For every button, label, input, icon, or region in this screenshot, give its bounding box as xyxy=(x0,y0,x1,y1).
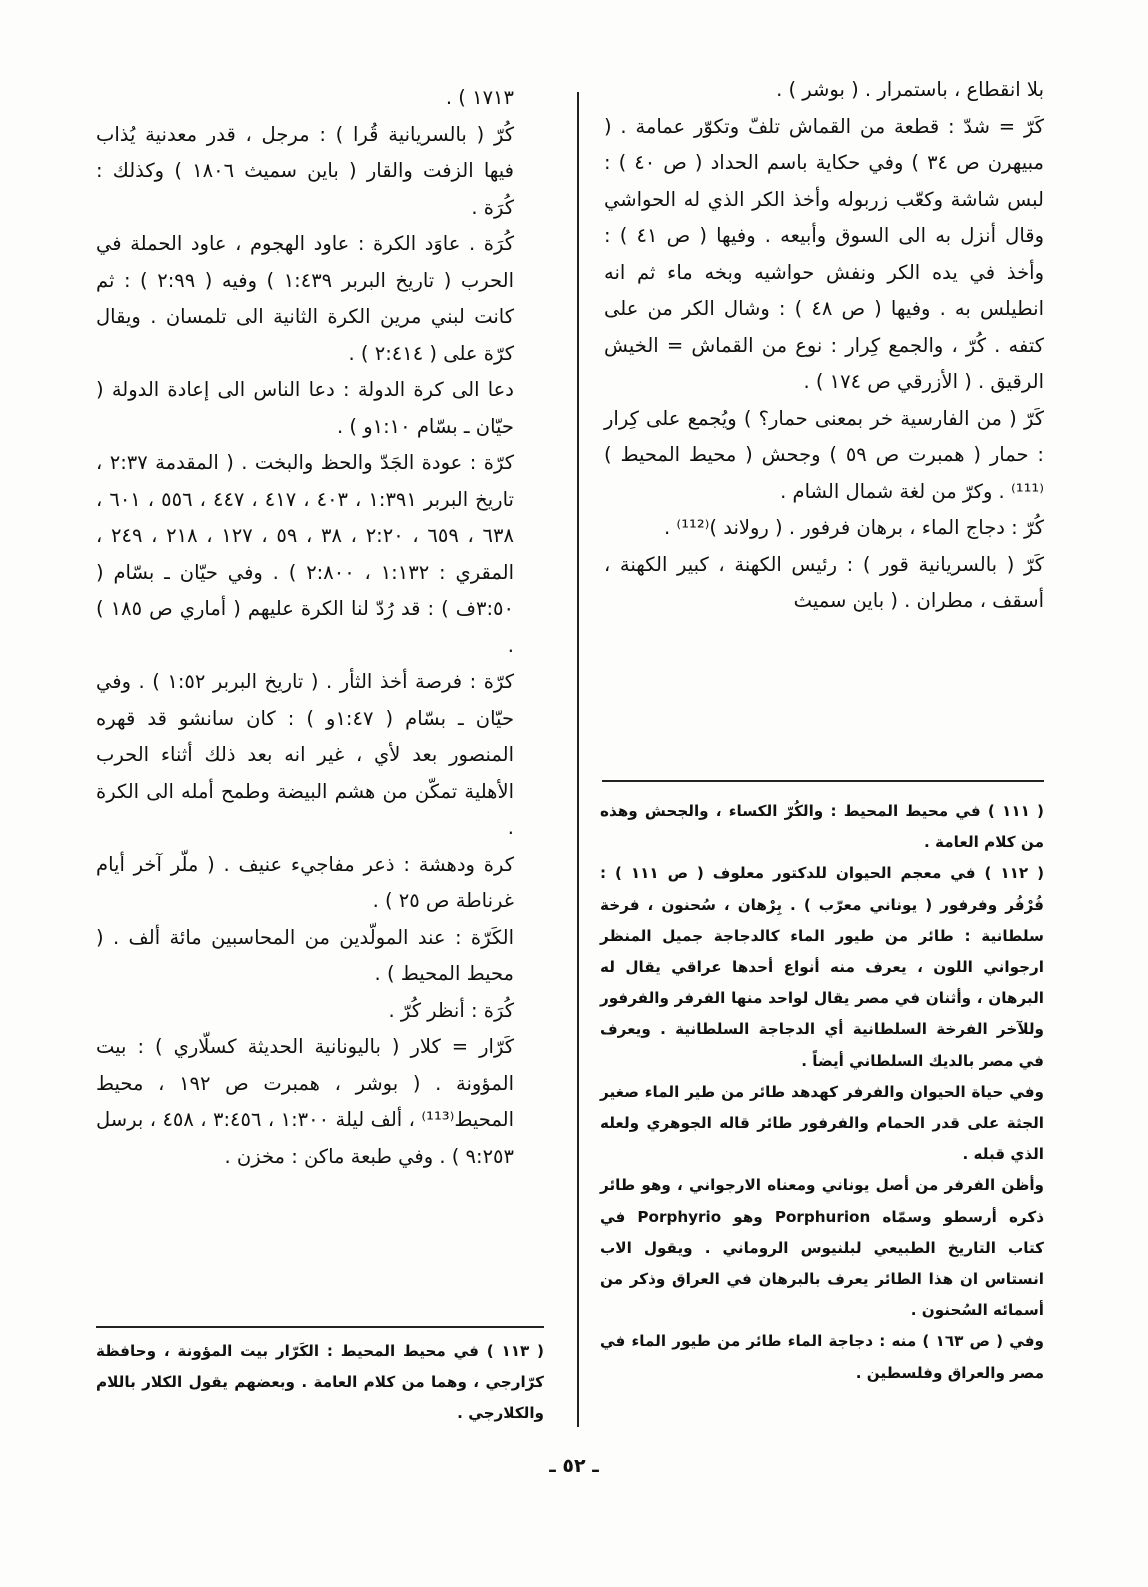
footnotes-left xyxy=(96,1336,544,1430)
entry-al-karra-hundred-thousand: الكَرّة : عند المولّدين من المحاسبين مائة ألف . ( محيط المحيط ) . xyxy=(96,925,514,985)
column-divider xyxy=(577,92,579,1427)
right-column xyxy=(604,72,1044,620)
entry-karrar-pantry: كَرّار = كلار ( باليونانية الحديثة كسلّاري ) : بيت المؤونة . ( بوشر ، همبرت ص ١٩٢ ، محيط المحيط⁽¹¹³⁾ ، ألف ليلة ١:٣٠٠ ، ٣:٤٥٦ ، ٤٥٨ ، برسل ٩:٢٥٣ ) . وفي طبعة ماكن : مخزن . xyxy=(96,1035,514,1168)
entry-kurr-cauldron: كُرّ ( بالسريانية قُرا ) : مرجل ، قدر معدنية يُذاب فيها الزفت والقار ( باين سميث ١٨٠٦ ) وكذلك : كُرَة . xyxy=(96,122,514,219)
page-number: ـ ٥٢ ـ xyxy=(549,1455,599,1477)
footnotes-right xyxy=(600,796,1044,1389)
footnote-112-page-163: وفي ( ص ١٦٣ ) منه : دجاجة الماء طائر من طيور الماء في مصر والعراق وفلسطين . xyxy=(600,1332,1044,1382)
entry-continuation: ١٧١٣ ) . xyxy=(445,86,514,109)
left-column xyxy=(96,80,514,1175)
entry-karr-turban-cloth: كَرّ = شدّ : قطعة من القماش تلفّ وتكوّر عمامة . ( مبيهرن ص ٣٤ ) وفي حكاية باسم الحداد ( ص ٤٠ ) : لبس شاشة وكعّب زربوله وأخذ الكر الذي له الحواشي وقال أنزل به الى السوق وأبيعه . وفيها ( ص ٤١ ) : وأخذ في يده الكر ونفش حواشيه وبخه ماء ثم انه انطيلس به . وفيها ( ص ٤٨ ) : وشال الكر من على كتفه . كُرّ ، والجمع كِرار : نوع من القماش = الخيش الرقيق . ( الأزرقي ص ١٧٤ ) . xyxy=(604,114,1045,393)
entry-kura-see-kurr: كُرَة : أنظر كُرّ . xyxy=(388,998,514,1022)
entry-karra-fortune: كرّة : عودة الجَدّ والحظ والبخت . ( المقدمة ٢:٣٧ ، تاريخ البربر ١:٣٩١ ، ٤٠٣ ، ٤١٧ ، ٤٤٧ ، ٥٥٦ ، ٦٠١ ، ٦٣٨ ، ٦٥٩ ، ٢:٢٠ ، ٣٨ ، ٥٩ ، ١٢٧ ، ٢١٨ ، ٢٤٩ ، المقري : ١:١٣٢ ، ٢:٨٠٠ ) . وفي حيّان ـ بسّام ( ٣:٥٠ف ) : قد رُدّ لنا الكرة عليهم ( أماري ص ١٨٥ ) . xyxy=(96,451,514,657)
entry-kurr-water-hen: كُرّ : دجاج الماء ، برهان فرفور . ( رولاند )⁽¹¹²⁾ . xyxy=(664,516,1044,539)
footnote-112-porphyrio: وأظن الفرفر من أصل يوناني ومعناه الارجواني ، وهو طائر ذكره أرسطو وسمّاه Porphurion وهو Porphyrio في كتاب التاريخ الطبيعي لبلنيوس الروماني . ويقول الاب انستاس ان هذا الطائر يعرف بالبرهان في العراق وذكر من أسمائه السُحنون . xyxy=(600,1176,1044,1320)
footnote-113: ( ١١٣ ) في محيط المحيط : الكَرّار بيت المؤونة ، وحافظة كرّارجي ، وهما من كلام العامة . وبعضهم يقول الكلار باللام والكلارجي . xyxy=(96,1342,544,1423)
entry-karr-high-priest: كَرّ ( بالسريانية قور ) : رئيس الكهنة ، كبير الكهنة ، أسقف ، مطران . ( باين سميث xyxy=(604,552,1044,612)
footnote-111: ( ١١١ ) في محيط المحيط : والكُرّ الكساء ، والجحش وهذه من كلام العامة . xyxy=(600,802,1044,852)
footnote-112: ( ١١٢ ) في معجم الحيوان للدكتور معلوف ( ص ١١١ ) : فُرْفُر وفرفور ( يوناني معرّب ) . بِرْهان ، سُحنون ، فرخة سلطانية : طائر من طيور الماء كالدجاجة جميل المنظر ارجواني اللون ، يعرف منه أنواع أحدها عراقي يقال له البرهان ، وأثنان في مصر يقال لواحد منها الفرفر والفرفور وللآخر الفرخة السلطانية أي الدجاجة السلطانية . ويعرف في مصر بالديك السلطاني أيضاً . xyxy=(600,864,1045,1070)
entry-karrat-al-dawla: دعا الى كرة الدولة : دعا الناس الى إعادة الدولة ( حيّان ـ بسّام ١:١٠و ) . xyxy=(96,378,514,438)
entry-karr-donkey: كَرّ ( من الفارسية خر بمعنى حمار؟ ) ويُجمع على كِرار : حمار ( همبرت ص ٥٩ ) وجحش ( محيط المحيط )⁽¹¹¹⁾ . وكرّ من لغة شمال الشام . xyxy=(604,406,1044,503)
entry-karra-attack: كُرَة . عاوَد الكرة : عاود الهجوم ، عاود الحملة في الحرب ( تاريخ البربر ١:٤٣٩ ) وفيه ( ٢:٩٩ ) : ثم كانت لبني مرين الكرة الثانية الى تلمسان . ويقال كرّة على ( ٢:٤١٤ ) . xyxy=(96,232,514,365)
entry-continuation: بلا انقطاع ، باستمرار . ( بوشر ) . xyxy=(776,78,1044,101)
footnote-112-hayat-al-hayawan: وفي حياة الحيوان والفرفر كهدهد طائر من طير الماء صغير الجثة على قدر الحمام والفرفور طائر قاله الجوهري ولعله الذي قبله . xyxy=(600,1082,1044,1164)
footnote-rule-right xyxy=(602,780,1044,782)
entry-karra-revenge: كرّة : فرصة أخذ الثأر . ( تاريخ البربر ١:٥٢ ) . وفي حيّان ـ بسّام ( ١:٤٧و ) : كان سانشو قد قهره المنصور بعد لأي ، غير انه بعد ذلك أثناء الحرب الأهلية تمكّن من هشم البيضة وطمح أمله الى الكرة . xyxy=(96,670,514,839)
entry-karra-panic: كرة ودهشة : ذعر مفاجيء عنيف . ( ملّر آخر أيام غرناطة ص ٢٥ ) . xyxy=(96,852,514,912)
footnote-rule-left xyxy=(96,1326,544,1328)
